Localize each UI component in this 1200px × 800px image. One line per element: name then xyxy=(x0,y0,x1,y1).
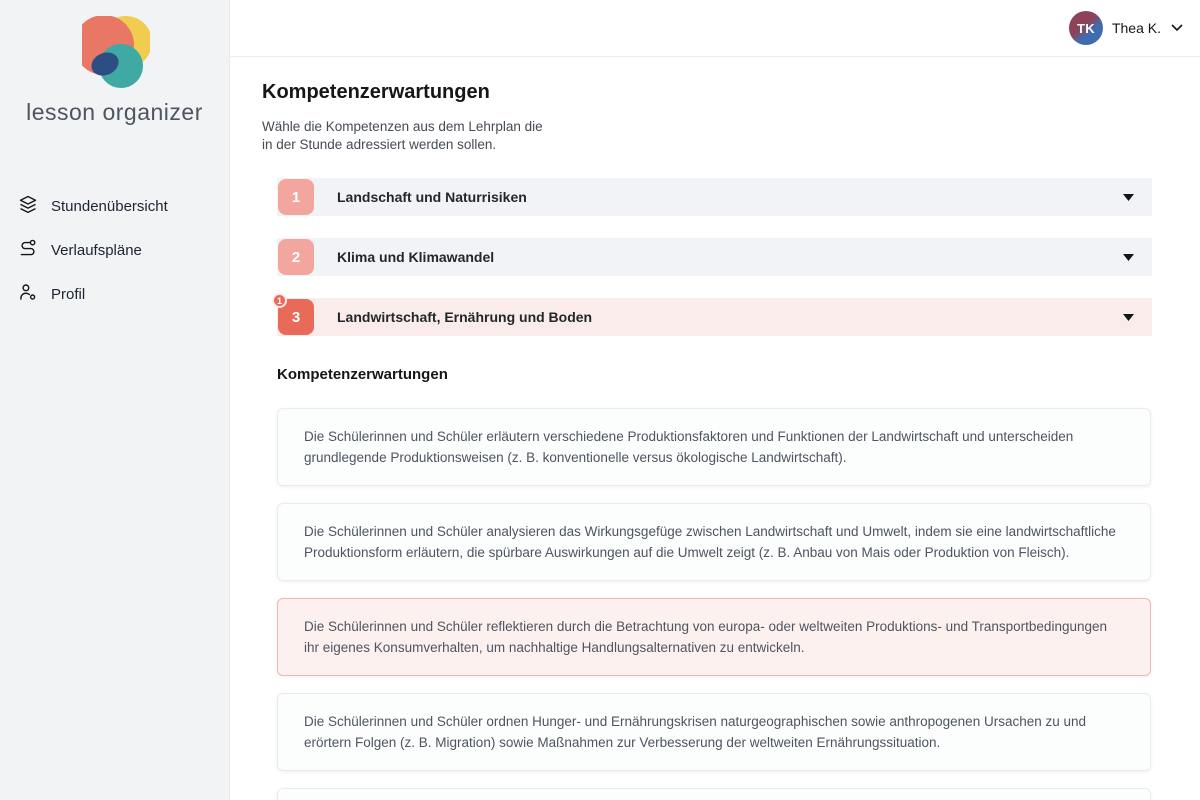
sidebar-item-profil[interactable] xyxy=(0,272,229,316)
competency-list xyxy=(277,408,1151,800)
competency-text: Die Schülerinnen und Schüler reflektieren durch die Betrachtung von europa- oder weltweiten Produktions- und Transportbedingungen ihr eigenes Konsumverhalten, um nachhaltige Handlungsalternativen zu entwickeln. xyxy=(304,619,1107,656)
chevron-down-icon xyxy=(1123,314,1134,321)
topic-number: 3 xyxy=(291,308,301,326)
topic-title: Landwirtschaft, Ernährung und Boden xyxy=(337,309,593,326)
logo-icon xyxy=(80,14,150,90)
accordion-row-klima[interactable] xyxy=(277,238,1152,276)
competency-text: Die Schülerinnen und Schüler erläutern verschiedene Produktionsfaktoren und Funktionen der Landwirtschaft und unterscheiden grundlegende Produktionsweisen (z. B. konventionelle versus ökologische Landwirtschaft). xyxy=(304,429,1074,466)
competency-card-selected[interactable] xyxy=(277,598,1151,676)
competency-card[interactable] xyxy=(277,408,1151,486)
app-logo xyxy=(0,0,229,126)
page-subtitle: Wähle die Kompetenzen aus dem Lehrplan die in der Stunde adressiert werden sollen. xyxy=(262,119,543,153)
competency-text: Die Schülerinnen und Schüler analysieren das Wirkungsgefüge zwischen Landwirtschaft und Umwelt, indem sie eine landwirtschaftliche Produktionsform erläutern, die spürbare Auswirkungen auf die Umwelt zeigt (z. B. Anbau von Mais oder Produktion von Fleisch). xyxy=(304,524,1116,561)
brand-name: lesson organizer xyxy=(26,99,203,125)
chevron-down-icon xyxy=(1123,194,1134,201)
topic-title: Landschaft und Naturrisiken xyxy=(337,189,527,206)
competency-text: Die Schülerinnen und Schüler ordnen Hunger- und Ernährungskrisen naturgeographischen sowie anthropogenen Ursachen zu und erörtern Folgen (z. B. Migration) sowie Maßnahmen zur Verbesserung der weltweiten Ernährungssituation. xyxy=(304,714,1087,751)
avatar[interactable]: TK xyxy=(1069,11,1103,45)
sidebar xyxy=(0,0,230,800)
layers-icon xyxy=(18,194,38,218)
flow-icon xyxy=(18,238,38,262)
competency-card[interactable] xyxy=(277,693,1151,771)
topic-accordion xyxy=(277,178,1152,336)
user-menu[interactable] xyxy=(1069,11,1184,45)
topic-number-badge: 1 xyxy=(278,179,314,215)
sidebar-item-label: Profil xyxy=(51,285,86,303)
page-title: Kompetenzerwartungen xyxy=(262,81,490,103)
sidebar-item-stundenuebersicht[interactable] xyxy=(0,184,229,228)
sidebar-item-verlaufsplaene[interactable] xyxy=(0,228,229,272)
user-icon xyxy=(18,282,38,306)
accordion-row-landschaft[interactable] xyxy=(277,178,1152,216)
selected-count-badge: 1 xyxy=(272,293,287,308)
content xyxy=(230,57,1200,800)
sidebar-item-label: Verlaufspläne xyxy=(51,241,142,259)
topic-number-badge: 2 xyxy=(278,239,314,275)
topic-title: Klima und Klimawandel xyxy=(337,249,495,266)
section-heading: Kompetenzerwartungen xyxy=(277,366,448,384)
main-area xyxy=(230,0,1200,800)
sidebar-nav xyxy=(0,184,229,316)
chevron-down-icon xyxy=(1170,19,1184,37)
accordion-row-landwirtschaft[interactable] xyxy=(276,295,1152,336)
top-bar xyxy=(230,0,1200,57)
sidebar-item-label: Stundenübersicht xyxy=(51,197,168,215)
competency-card[interactable] xyxy=(277,788,1151,800)
competency-card[interactable] xyxy=(277,503,1151,581)
chevron-down-icon xyxy=(1123,254,1134,261)
user-name: Thea K. xyxy=(1111,20,1161,36)
topic-number-badge xyxy=(276,295,314,335)
